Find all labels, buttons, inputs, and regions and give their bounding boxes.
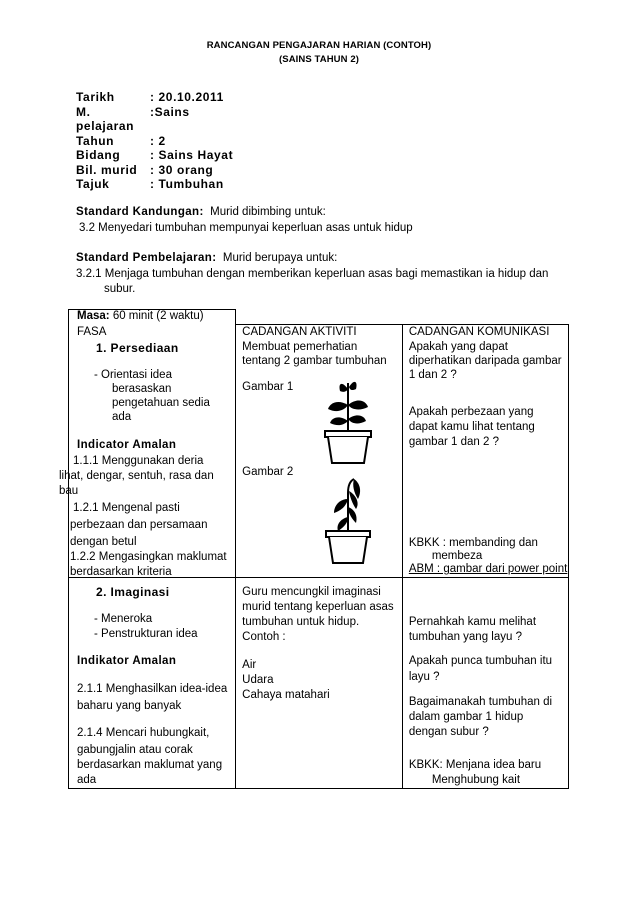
header-aktiviti: CADANGAN AKTIVITI bbox=[242, 326, 357, 338]
fasa-bullet-line: berasaskan bbox=[112, 382, 172, 395]
kbkk-value-1: membeza bbox=[431, 550, 483, 562]
document-subtitle: (SAINS TAHUN 2) bbox=[279, 54, 359, 65]
indikator-item: berdasarkan kriteria bbox=[70, 565, 172, 578]
fasa-bullet-meneroka: - Meneroka bbox=[94, 613, 153, 625]
komunikasi-line: 1 dan 2 ? bbox=[408, 369, 457, 381]
aktiviti-line: Air bbox=[242, 659, 257, 671]
indikator-item: 2.1.1 Menghasilkan idea-idea bbox=[77, 683, 228, 695]
table-row-persediaan bbox=[69, 325, 569, 578]
komunikasi-line: dapat kamu lihat tentang bbox=[408, 421, 535, 433]
info-row-bil-murid: Bil. murid : 30 orang bbox=[76, 162, 214, 177]
fasa-cell-2 bbox=[69, 578, 236, 789]
fasa-title-persediaan: 1. Persediaan bbox=[96, 340, 179, 355]
kbkk-label-2: KBKK: Menjana idea baru bbox=[408, 759, 542, 771]
abm-label: ABM : gambar dari power point bbox=[408, 563, 568, 575]
indikator-item: perbezaan dan persamaan bbox=[70, 518, 208, 531]
info-row-mata-pelajaran: M. pelajaran :Sains bbox=[76, 104, 190, 133]
indikator-item: dengan betul bbox=[70, 535, 137, 548]
indikator-item: 1.2.2 Mengasingkan maklumat bbox=[70, 550, 227, 563]
komunikasi-line: Apakah yang dapat bbox=[408, 341, 508, 353]
healthy-plant-image bbox=[318, 375, 378, 465]
header-fasa: FASA bbox=[77, 325, 107, 338]
header-komunikasi: CADANGAN KOMUNIKASI bbox=[408, 326, 550, 338]
info-row-tahun: Tahun : 2 bbox=[76, 133, 166, 148]
komunikasi-line: Apakah perbezaan yang bbox=[408, 406, 534, 418]
kbkk-label-1: KBKK : membanding dan bbox=[408, 537, 538, 549]
indikator-label-2: Indikator Amalan bbox=[77, 655, 177, 667]
masa-cell: Masa: 60 minit (2 waktu) bbox=[69, 310, 236, 325]
indikator-item: 1.1.1 Menggunakan deria bbox=[73, 454, 204, 467]
aktiviti-line: tumbuhan untuk hidup. bbox=[242, 616, 360, 628]
fasa-bullet-line: pengetahuan sedia bbox=[112, 396, 210, 409]
standard-pembelajaran-item: 3.2.1 Menjaga tumbuhan dengan memberikan keperluan asas bagi memastikan ia hidup dan bbox=[76, 268, 549, 280]
aktiviti-line: Cahaya matahari bbox=[242, 689, 330, 701]
indikator-item: baharu yang banyak bbox=[77, 700, 182, 712]
indikator-item: gabungjalin atau corak bbox=[77, 744, 193, 756]
komunikasi-line: tumbuhan yang layu ? bbox=[408, 631, 522, 643]
indikator-item: 1.2.1 Mengenal pasti bbox=[73, 501, 180, 514]
aktiviti-line: Membuat pemerhatian bbox=[242, 341, 358, 353]
standard-pembelajaran-item-cont: subur. bbox=[104, 283, 136, 295]
komunikasi-cell-2 bbox=[402, 578, 568, 789]
aktiviti-cell-2 bbox=[236, 578, 403, 789]
standard-pembelajaran: Standard Pembelajaran: Murid berupaya untuk: bbox=[76, 252, 338, 264]
aktiviti-line: Guru mencungkil imaginasi bbox=[242, 586, 381, 598]
aktiviti-line: Udara bbox=[242, 674, 274, 686]
wilted-plant-image bbox=[320, 473, 376, 565]
fasa-cell-1 bbox=[59, 325, 236, 578]
document-title: RANCANGAN PENGAJARAN HARIAN (CONTOH) bbox=[206, 40, 432, 51]
gambar-1-label: Gambar 1 bbox=[242, 381, 294, 393]
info-row-tarikh: Tarikh : 20.10.2011 bbox=[76, 90, 224, 104]
lesson-plan-table bbox=[59, 309, 569, 789]
gambar-2-label: Gambar 2 bbox=[242, 466, 294, 478]
masa-row bbox=[69, 310, 569, 325]
indikator-label-1: Indicator Amalan bbox=[77, 438, 177, 451]
komunikasi-line: diperhatikan daripada gambar bbox=[408, 355, 562, 367]
aktiviti-line: tentang 2 gambar tumbuhan bbox=[242, 355, 387, 367]
komunikasi-line: gambar 1 dan 2 ? bbox=[408, 436, 499, 448]
kbkk-value-2: Menghubung kait bbox=[431, 774, 521, 786]
komunikasi-line: layu ? bbox=[408, 671, 440, 683]
indikator-item: lihat, dengar, sentuh, rasa dan bbox=[59, 469, 214, 482]
indikator-item: 2.1.4 Mencari hubungkait, bbox=[77, 727, 210, 739]
info-row-bidang: Bidang : Sains Hayat bbox=[76, 148, 234, 162]
standard-kandungan-item: 3.2 Menyedari tumbuhan mempunyai keperluan asas untuk hidup bbox=[79, 222, 413, 234]
fasa-bullet-orientasi: - Orientasi idea bbox=[94, 368, 172, 381]
indikator-item: ada bbox=[77, 774, 97, 786]
table-row-imaginasi bbox=[69, 578, 569, 789]
standard-kandungan: Standard Kandungan: Murid dibimbing untuk: bbox=[76, 206, 326, 218]
komunikasi-line: Pernahkah kamu melihat bbox=[408, 616, 537, 628]
indikator-item: berdasarkan maklumat yang bbox=[77, 759, 223, 771]
komunikasi-line: Bagaimanakah tumbuhan di bbox=[408, 696, 553, 708]
fasa-title-imaginasi: 2. Imaginasi bbox=[96, 585, 170, 599]
aktiviti-cell-1 bbox=[236, 325, 403, 578]
fasa-bullet-penstrukturan: - Penstrukturan idea bbox=[94, 628, 198, 640]
komunikasi-line: Apakah punca tumbuhan itu bbox=[408, 655, 553, 667]
komunikasi-line: dalam gambar 1 hidup bbox=[408, 711, 524, 723]
komunikasi-line: dengan subur ? bbox=[408, 726, 489, 738]
komunikasi-cell-1 bbox=[402, 325, 568, 578]
aktiviti-line: Contoh : bbox=[242, 631, 286, 643]
aktiviti-line: murid tentang keperluan asas bbox=[242, 601, 394, 613]
indikator-item: bau bbox=[59, 484, 79, 497]
info-row-tajuk: Tajuk : Tumbuhan bbox=[76, 177, 224, 191]
fasa-bullet-line: ada bbox=[112, 410, 132, 423]
info-block bbox=[76, 90, 233, 192]
